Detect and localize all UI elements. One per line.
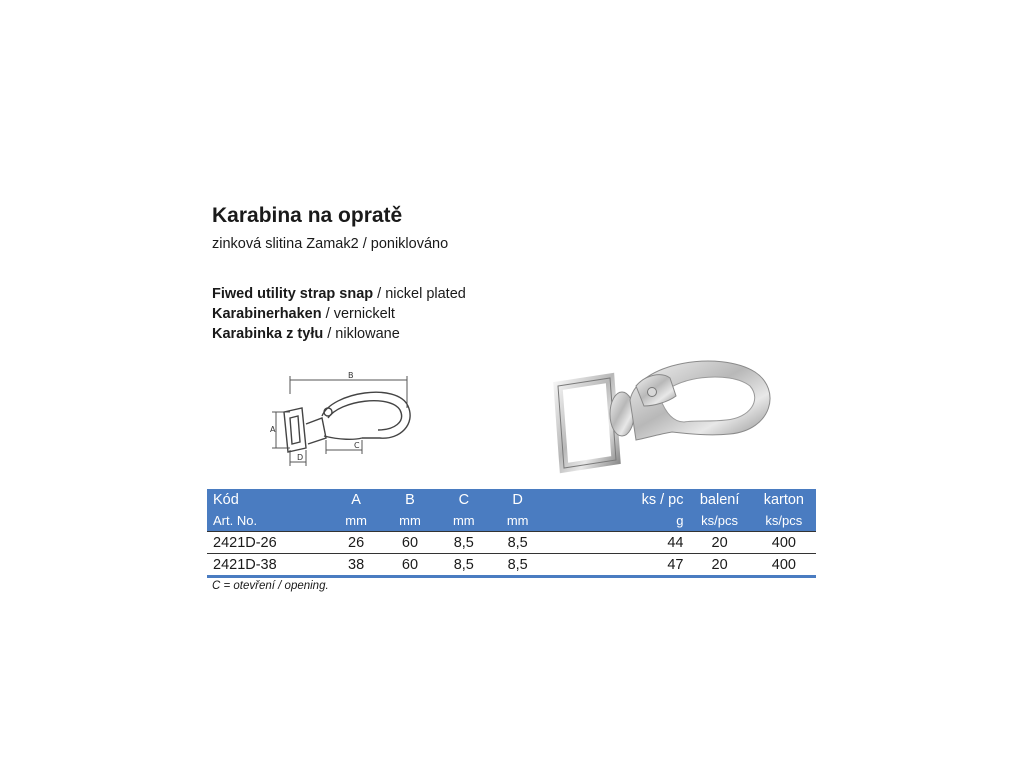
header-d: D (491, 489, 545, 510)
cell-a: 26 (329, 532, 383, 554)
footnote: C = otevření / opening. (212, 580, 329, 592)
cell-a: 38 (329, 554, 383, 577)
header-b: B (383, 489, 437, 510)
table-row (207, 532, 816, 554)
cell-code: 2421D-26 (207, 532, 329, 554)
unit-package: ks/pcs (688, 510, 752, 532)
table-header-row (207, 489, 816, 510)
unit-weight: g (607, 510, 688, 532)
description-lines (212, 284, 466, 344)
technical-drawing (262, 368, 422, 468)
cell-gap (545, 532, 607, 554)
cell-package: 20 (688, 554, 752, 577)
product-title: Karabina na opratě (212, 204, 403, 227)
cell-carton: 400 (752, 532, 816, 554)
header-a: A (329, 489, 383, 510)
unit-carton: ks/pcs (752, 510, 816, 532)
cell-carton: 400 (752, 554, 816, 577)
dim-label-c: C (354, 441, 360, 450)
product-photo (550, 350, 780, 480)
cell-weight: 44 (607, 532, 688, 554)
spec-table (207, 489, 816, 578)
cell-d: 8,5 (491, 554, 545, 577)
cell-c: 8,5 (437, 554, 491, 577)
unit-gap (545, 510, 607, 532)
description-line-de: Karabinerhaken / vernickelt (212, 306, 395, 322)
unit-a: mm (329, 510, 383, 532)
header-code: Kód (207, 489, 329, 510)
header-c: C (437, 489, 491, 510)
header-carton: karton (752, 489, 816, 510)
cell-c: 8,5 (437, 532, 491, 554)
cell-b: 60 (383, 554, 437, 577)
product-subtitle: zinková slitina Zamak2 / poniklováno (212, 236, 449, 252)
description-line-en: Fiwed utility strap snap / nickel plated (212, 286, 466, 302)
unit-c: mm (437, 510, 491, 532)
cell-gap (545, 554, 607, 577)
header-package: balení (688, 489, 752, 510)
dim-label-a: A (270, 425, 276, 434)
table-row (207, 554, 816, 577)
header-gap (545, 489, 607, 510)
unit-d: mm (491, 510, 545, 532)
cell-package: 20 (688, 532, 752, 554)
header-weight: ks / pc (607, 489, 688, 510)
cell-b: 60 (383, 532, 437, 554)
description-line-pl: Karabinka z tyłu / niklowane (212, 326, 400, 342)
cell-d: 8,5 (491, 532, 545, 554)
table-units-row (207, 510, 816, 532)
cell-code: 2421D-38 (207, 554, 329, 577)
dim-label-b: B (348, 371, 354, 380)
dim-label-d: D (297, 453, 304, 462)
unit-code: Art. No. (207, 510, 329, 532)
unit-b: mm (383, 510, 437, 532)
cell-weight: 47 (607, 554, 688, 577)
